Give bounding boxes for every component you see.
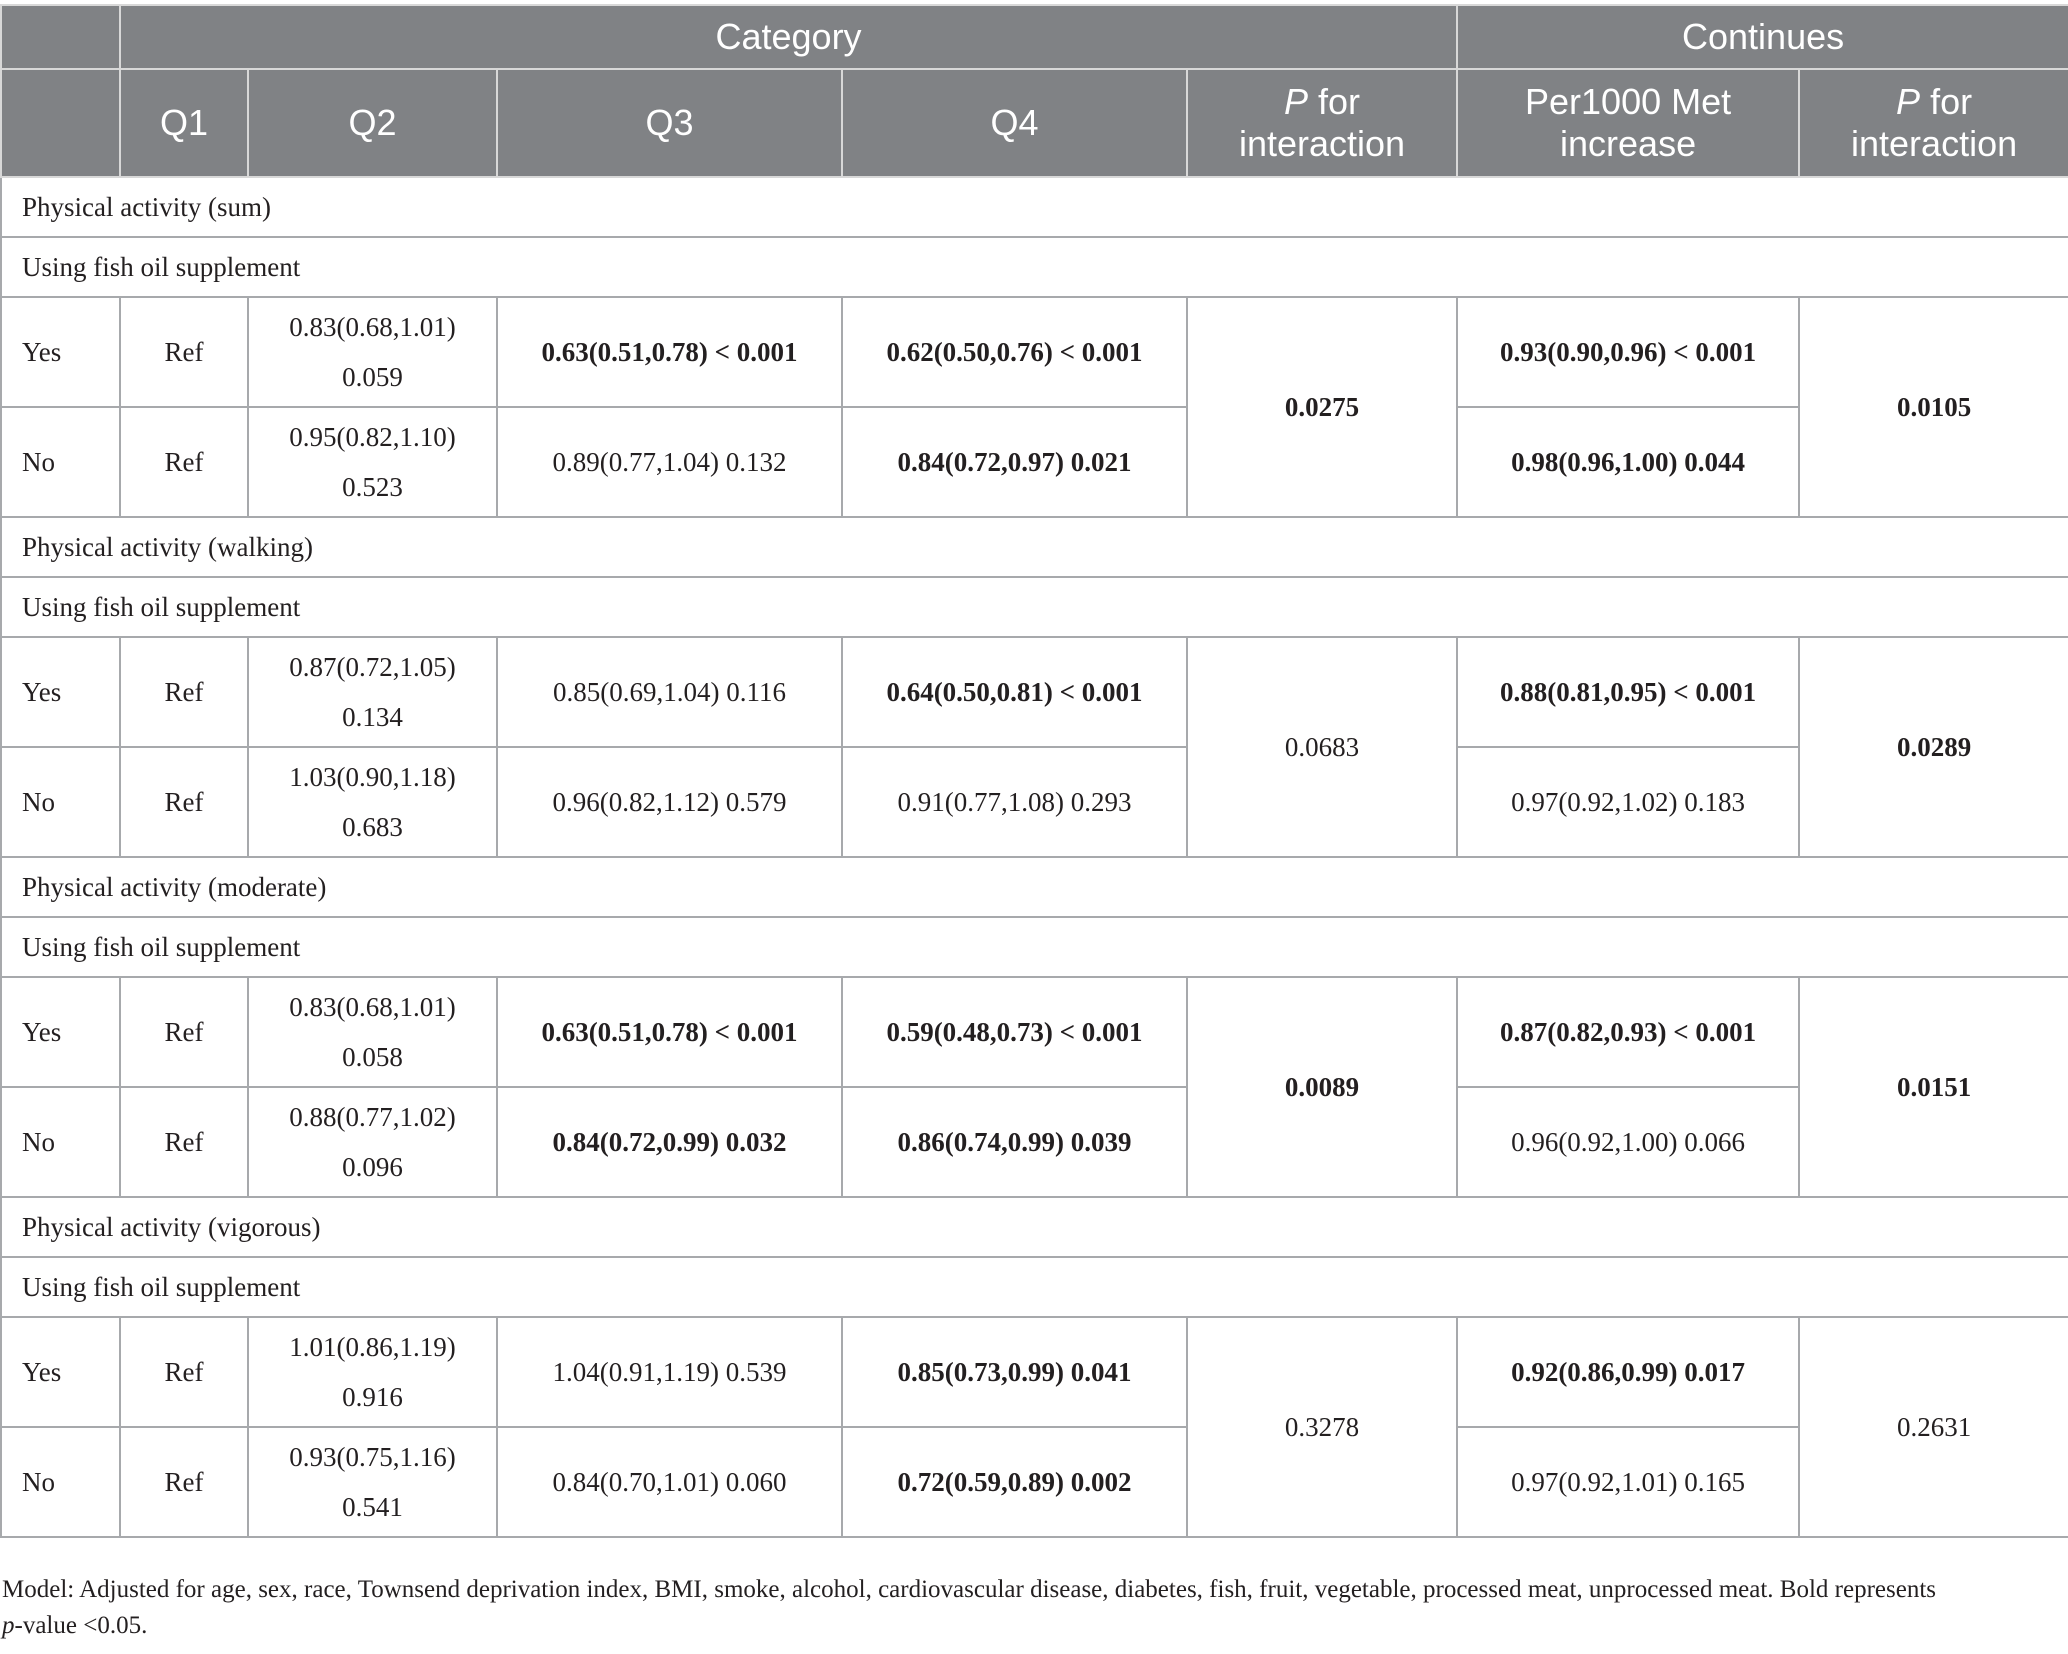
per1000-cell (1457, 1087, 1799, 1197)
q4-cell-text: 0.72(0.59,0.89) 0.002 (897, 1467, 1132, 1497)
q1-cell-text: Ref (164, 1017, 204, 1047)
section-title: Physical activity (vigorous) (1, 1197, 2068, 1257)
table-row (1, 1427, 2068, 1537)
section-subtitle-row (1, 577, 2068, 637)
section-title: Physical activity (moderate) (1, 857, 2068, 917)
q3-cell-text: 0.63(0.51,0.78) < 0.001 (541, 1017, 798, 1047)
per1000-cell-text: 0.93(0.90,0.96) < 0.001 (1500, 337, 1757, 367)
q2-pvalue: 0.134 (342, 702, 403, 732)
per1000-cell (1457, 747, 1799, 857)
q3-cell-text: 1.04(0.91,1.19) 0.539 (552, 1357, 787, 1387)
q1-cell (120, 1317, 248, 1427)
header-p-interaction-category (1187, 69, 1457, 177)
q2-estimate: 0.83(0.68,1.01) (289, 992, 456, 1022)
header-p-interaction-word: interaction (1238, 123, 1406, 164)
q4-cell (842, 297, 1187, 407)
q3-cell (497, 1317, 842, 1427)
q2-estimate: 0.95(0.82,1.10) (289, 422, 456, 452)
header-q4: Q4 (842, 69, 1187, 177)
header-category: Category (120, 5, 1457, 69)
row-label (1, 1427, 120, 1537)
header-p-interaction-continuous (1799, 69, 2068, 177)
table-row (1, 297, 2068, 407)
q4-cell-text: 0.59(0.48,0.73) < 0.001 (886, 1017, 1143, 1047)
q2-pvalue: 0.916 (342, 1382, 403, 1412)
q3-cell (497, 297, 842, 407)
header-row-groups (1, 5, 2068, 69)
q1-cell (120, 637, 248, 747)
q2-pvalue: 0.523 (342, 472, 403, 502)
q2-cell (248, 637, 497, 747)
footnote-line1: Model: Adjusted for age, sex, race, Townsend deprivation index, BMI, smoke, alcohol, cardiovascular disease, diabetes, fish, fruit, vegetable, processed meat, unprocessed meat. Bold represents (2, 1576, 1937, 1603)
q2-estimate: 0.87(0.72,1.05) (289, 652, 456, 682)
p-interaction-category (1187, 977, 1457, 1197)
section-title: Physical activity (walking) (1, 517, 2068, 577)
per1000-cell-text: 0.97(0.92,1.01) 0.165 (1511, 1467, 1746, 1497)
p-interaction-category-text: 0.0275 (1284, 392, 1360, 422)
row-label (1, 747, 120, 857)
header-q3: Q3 (497, 69, 842, 177)
q3-cell (497, 977, 842, 1087)
per1000-cell-text: 0.97(0.92,1.02) 0.183 (1511, 787, 1746, 817)
header-blank-cell (1, 5, 120, 69)
per1000-cell-text: 0.88(0.81,0.95) < 0.001 (1500, 677, 1757, 707)
section-subtitle: Using fish oil supplement (1, 1257, 2068, 1317)
per1000-cell (1457, 637, 1799, 747)
q2-cell (248, 977, 497, 1087)
q2-pvalue: 0.058 (342, 1042, 403, 1072)
section-title-row (1, 517, 2068, 577)
header-per1000-line2: increase (1560, 123, 1697, 164)
q1-cell-text: Ref (164, 337, 204, 367)
per1000-cell-text: 0.96(0.92,1.00) 0.066 (1511, 1127, 1746, 1157)
table-row (1, 1317, 2068, 1427)
q4-cell (842, 637, 1187, 747)
row-label (1, 977, 120, 1087)
table-row (1, 1087, 2068, 1197)
q1-cell (120, 1427, 248, 1537)
q1-cell-text: Ref (164, 1127, 204, 1157)
header-blank-cell-2 (1, 69, 120, 177)
section-title: Physical activity (sum) (1, 177, 2068, 237)
p-interaction-continuous-text: 0.0151 (1896, 1072, 1972, 1102)
row-label (1, 1087, 120, 1197)
p-interaction-continuous-text: 0.2631 (1896, 1412, 1972, 1442)
per1000-cell (1457, 1317, 1799, 1427)
q4-cell-text: 0.85(0.73,0.99) 0.041 (897, 1357, 1132, 1387)
q2-pvalue: 0.541 (342, 1492, 403, 1522)
header-per1000-met (1457, 69, 1799, 177)
header-continues: Continues (1457, 5, 2068, 69)
q2-estimate: 1.01(0.86,1.19) (289, 1332, 456, 1362)
section-title-row (1, 177, 2068, 237)
p-interaction-category (1187, 1317, 1457, 1537)
q1-cell-text: Ref (164, 677, 204, 707)
q3-cell-text: 0.84(0.72,0.99) 0.032 (552, 1127, 787, 1157)
p-interaction-continuous (1799, 977, 2068, 1197)
results-table (0, 4, 2068, 1538)
q4-cell (842, 1087, 1187, 1197)
q3-cell (497, 1087, 842, 1197)
q2-cell (248, 747, 497, 857)
row-label-text: No (22, 1467, 55, 1497)
q1-cell-text: Ref (164, 1467, 204, 1497)
q4-cell-text: 0.91(0.77,1.08) 0.293 (897, 787, 1132, 817)
header-row-columns (1, 69, 2068, 177)
footnote-p-italic: p (2, 1612, 15, 1639)
section-title-row (1, 1197, 2068, 1257)
row-label (1, 297, 120, 407)
q1-cell (120, 747, 248, 857)
q2-pvalue: 0.096 (342, 1152, 403, 1182)
header-p-italic: P (1284, 81, 1309, 122)
q2-estimate: 1.03(0.90,1.18) (289, 762, 456, 792)
q4-cell (842, 407, 1187, 517)
q4-cell (842, 1427, 1187, 1537)
q3-cell-text: 0.89(0.77,1.04) 0.132 (552, 447, 787, 477)
table-row (1, 747, 2068, 857)
header-p-interaction-word-2: interaction (1851, 123, 2018, 164)
q3-cell (497, 747, 842, 857)
q2-estimate: 0.88(0.77,1.02) (289, 1102, 456, 1132)
q1-cell (120, 1087, 248, 1197)
q2-cell (248, 1427, 497, 1537)
p-interaction-category (1187, 297, 1457, 517)
header-q1: Q1 (120, 69, 248, 177)
p-interaction-category (1187, 637, 1457, 857)
q1-cell-text: Ref (164, 447, 204, 477)
row-label-text: Yes (22, 1017, 62, 1047)
per1000-cell (1457, 297, 1799, 407)
footnote-line2: -value <0.05. (14, 1612, 148, 1639)
q3-cell (497, 1427, 842, 1537)
row-label-text: No (22, 447, 55, 477)
q3-cell-text: 0.85(0.69,1.04) 0.116 (553, 677, 786, 707)
q3-cell (497, 637, 842, 747)
section-subtitle-row (1, 917, 2068, 977)
section-subtitle: Using fish oil supplement (1, 917, 2068, 977)
row-label (1, 1317, 120, 1427)
row-label (1, 407, 120, 517)
q3-cell-text: 0.84(0.70,1.01) 0.060 (552, 1467, 787, 1497)
q3-cell (497, 407, 842, 517)
row-label-text: Yes (22, 677, 62, 707)
q2-pvalue: 0.683 (342, 812, 403, 842)
per1000-cell-text: 0.92(0.86,0.99) 0.017 (1511, 1357, 1746, 1387)
q2-cell (248, 297, 497, 407)
q4-cell-text: 0.64(0.50,0.81) < 0.001 (886, 677, 1143, 707)
section-title-row (1, 857, 2068, 917)
per1000-cell (1457, 1427, 1799, 1537)
row-label (1, 637, 120, 747)
q4-cell-text: 0.62(0.50,0.76) < 0.001 (886, 337, 1143, 367)
q4-cell (842, 977, 1187, 1087)
header-p-for-2: for (1920, 81, 1973, 122)
q1-cell (120, 407, 248, 517)
q2-pvalue: 0.059 (342, 362, 403, 392)
q2-cell (248, 407, 497, 517)
per1000-cell (1457, 407, 1799, 517)
per1000-cell (1457, 977, 1799, 1087)
section-subtitle: Using fish oil supplement (1, 237, 2068, 297)
row-label-text: Yes (22, 337, 62, 367)
table-row (1, 637, 2068, 747)
header-q2: Q2 (248, 69, 497, 177)
section-subtitle: Using fish oil supplement (1, 577, 2068, 637)
p-interaction-continuous-text: 0.0105 (1896, 392, 1972, 422)
section-subtitle-row (1, 1257, 2068, 1317)
q4-cell (842, 1317, 1187, 1427)
per1000-cell-text: 0.87(0.82,0.93) < 0.001 (1500, 1017, 1757, 1047)
q4-cell-text: 0.84(0.72,0.97) 0.021 (897, 447, 1132, 477)
row-label-text: No (22, 787, 55, 817)
per1000-cell-text: 0.98(0.96,1.00) 0.044 (1511, 447, 1746, 477)
header-per1000-line1: Per1000 Met (1525, 81, 1732, 122)
q1-cell (120, 977, 248, 1087)
header-p-for: for (1308, 81, 1361, 122)
q2-estimate: 0.93(0.75,1.16) (289, 1442, 456, 1472)
q2-estimate: 0.83(0.68,1.01) (289, 312, 456, 342)
q4-cell-text: 0.86(0.74,0.99) 0.039 (897, 1127, 1132, 1157)
table-body (1, 177, 2068, 1537)
table-footnote (2, 1572, 2062, 1644)
q2-cell (248, 1317, 497, 1427)
p-interaction-continuous-text: 0.0289 (1896, 732, 1972, 762)
row-label-text: Yes (22, 1357, 62, 1387)
table-row (1, 407, 2068, 517)
p-interaction-continuous (1799, 297, 2068, 517)
q3-cell-text: 0.63(0.51,0.78) < 0.001 (541, 337, 798, 367)
table-row (1, 977, 2068, 1087)
p-interaction-category-text: 0.0089 (1284, 1072, 1360, 1102)
section-subtitle-row (1, 237, 2068, 297)
q1-cell-text: Ref (164, 1357, 204, 1387)
p-interaction-continuous (1799, 637, 2068, 857)
q1-cell-text: Ref (164, 787, 204, 817)
p-interaction-category-text: 0.3278 (1284, 1412, 1360, 1442)
header-p-italic-2: P (1896, 81, 1921, 122)
row-label-text: No (22, 1127, 55, 1157)
q3-cell-text: 0.96(0.82,1.12) 0.579 (552, 787, 787, 817)
q2-cell (248, 1087, 497, 1197)
p-interaction-continuous (1799, 1317, 2068, 1537)
q1-cell (120, 297, 248, 407)
p-interaction-category-text: 0.0683 (1284, 732, 1360, 762)
q4-cell (842, 747, 1187, 857)
